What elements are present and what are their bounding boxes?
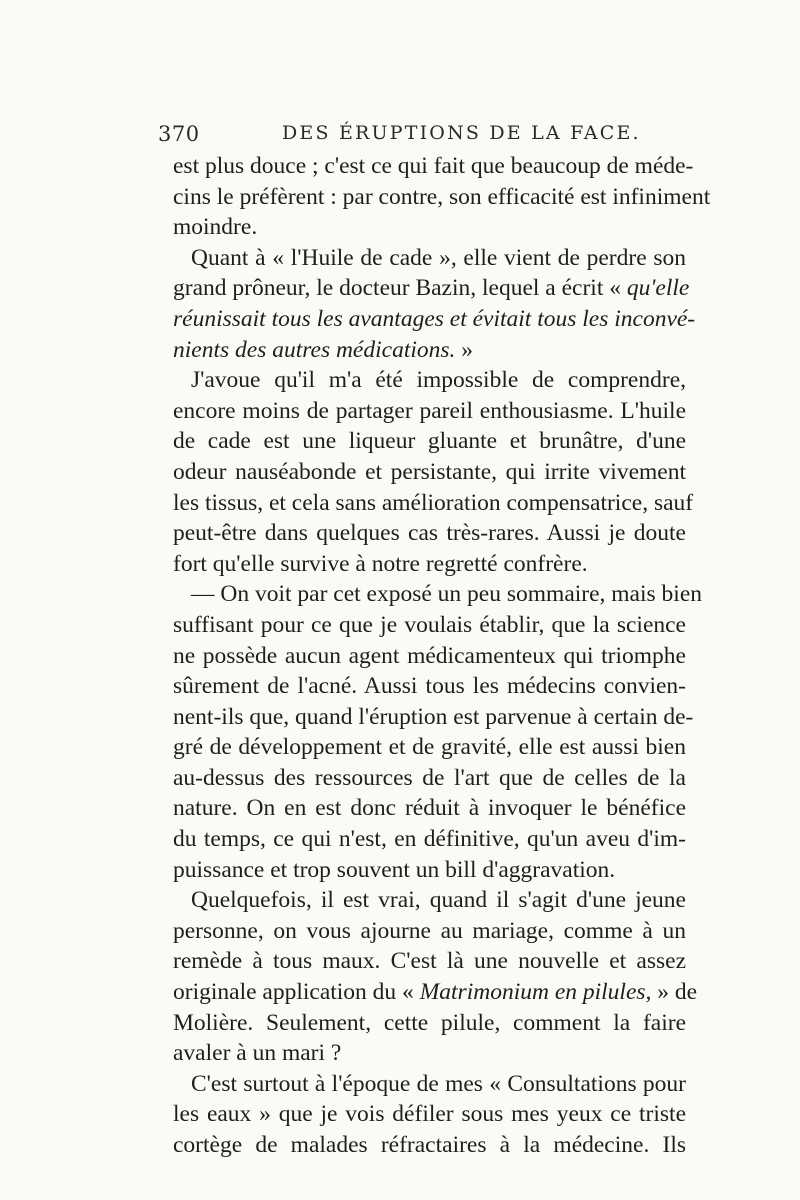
text-line: Quelquefois, il est vrai, quand il s'agit d'une jeune (191, 887, 686, 914)
text-line: gré de développement et de gravité, elle est aussi bien (173, 734, 686, 761)
running-head (158, 118, 698, 150)
text-line: au-dessus des ressources de l'art que de celles de la (173, 764, 686, 791)
text-line: fort qu'elle survive à notre regretté confrère. (173, 550, 588, 577)
text-line: suffisant pour ce que je voulais établir, que la science (173, 611, 686, 638)
running-title: DES ÉRUPTIONS DE LA FACE. (282, 122, 641, 144)
text-line: odeur nauséabonde et persistante, qui irrite vivement (173, 458, 686, 485)
paragraph (173, 885, 698, 1069)
text-line: cins le préfèrent : par contre, son efficacité est infiniment (173, 183, 711, 210)
page-number: 370 (158, 122, 200, 146)
text-line: nature. On en est donc réduit à invoquer le bénéfice (173, 795, 686, 822)
text-line: J'avoue qu'il m'a été impossible de comprendre, (191, 367, 686, 394)
text-line: du temps, ce qui n'est, en définitive, qu'un aveu d'im- (173, 826, 686, 853)
text-line: de cade est une liqueur gluante et brunâtre, d'une (173, 428, 686, 455)
text-span: » (455, 336, 474, 363)
text-span: » de (651, 979, 698, 1006)
text-line: Quant à « l'Huile de cade », elle vient de perdre son (191, 244, 686, 271)
text-span: originale application du « (173, 979, 420, 1006)
paragraph (173, 151, 711, 243)
text-line (173, 273, 690, 304)
text-line: moindre. (173, 214, 258, 241)
text-line (173, 304, 696, 335)
text-line: personne, on vous ajourne au mariage, comme à un (173, 917, 686, 944)
text-line: Molière. Seulement, cette pilule, comment la faire (173, 1009, 686, 1036)
text-line: est plus douce ; c'est ce qui fait que beaucoup de méde- (173, 153, 694, 179)
text-line: peut-être dans quelques cas très-rares. Aussi je doute (173, 520, 686, 547)
text-line: les tissus, et cela sans amélioration compensatrice, sauf (173, 489, 694, 516)
paragraph (173, 1069, 686, 1161)
italic-quote: Matrimonium en pilules, (419, 979, 652, 1006)
text-line: cortège de malades réfractaires à la médecine. Ils (173, 1132, 686, 1158)
text-line: avaler à un mari ? (173, 1040, 342, 1067)
italic-quote: nients des autres médications. (173, 336, 456, 363)
paragraph (173, 243, 696, 365)
text-span: grand prôneur, le docteur Bazin, lequel a écrit « (173, 275, 627, 302)
paragraph (173, 579, 702, 885)
italic-quote: réunissait tous les avantages et évitait tous les inconvé- (173, 305, 696, 332)
text-line (173, 335, 686, 366)
text-line: puissance et trop souvent un bill d'aggravation. (173, 856, 616, 883)
text-line: C'est surtout à l'époque de mes « Consultations pour (191, 1070, 686, 1097)
text-line: encore moins de partager pareil enthousiasme. L'huile (173, 397, 686, 424)
text-line: sûrement de l'acné. Aussi tous les médecins convien- (173, 673, 686, 700)
text-line: les eaux » que je vois défiler sous mes yeux ce triste (173, 1101, 686, 1128)
italic-quote: qu'elle (626, 275, 690, 302)
text-line: remède à tous maux. C'est là une nouvelle et assez (173, 948, 686, 975)
body-text (173, 151, 711, 1161)
text-line: ne possède aucun agent médicamenteux qui triomphe (173, 642, 686, 669)
text-line: nent-ils que, quand l'éruption est parvenue à certain de- (173, 703, 694, 730)
text-line: — On voit par cet exposé un peu sommaire, mais bien (191, 581, 702, 608)
paragraph (173, 365, 694, 579)
text-line (173, 977, 698, 1008)
